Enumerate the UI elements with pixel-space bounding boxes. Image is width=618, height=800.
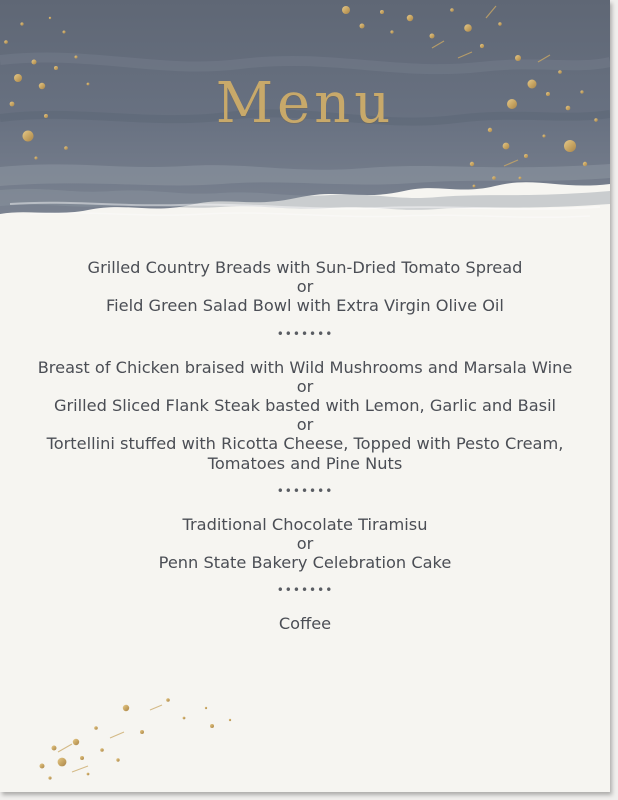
main-course [0, 358, 610, 473]
dessert-item-1: Traditional Chocolate Tiramisu [182, 514, 428, 534]
main-item-2: Grilled Sliced Flank Steak basted with Lemon, Garlic and Basil [53, 396, 557, 416]
beverage-course [0, 614, 610, 633]
menu-list [0, 258, 610, 634]
starter-item-1: Grilled Country Breads with Sun-Dried Tomato Spread [87, 258, 523, 277]
or-label: or [296, 277, 314, 297]
main-item-3: Tortellini stuffed with Ricotta Cheese, Topped with Pesto Cream, Tomatoes and Pine Nuts [46, 434, 564, 473]
dessert-course [0, 515, 610, 573]
course-separator: ••••••• [276, 326, 334, 341]
or-label: or [296, 376, 314, 396]
course-separator: ••••••• [276, 483, 334, 498]
menu-title: Menu [215, 71, 395, 136]
main-item-1: Breast of Chicken braised with Wild Mushrooms and Marsala Wine [37, 357, 573, 377]
dessert-item-2: Penn State Bakery Celebration Cake [158, 553, 452, 573]
course-separator: ••••••• [276, 583, 334, 598]
starter-course [0, 258, 610, 316]
or-label: or [296, 534, 314, 554]
beverage-item-1: Coffee [278, 614, 332, 634]
starter-item-2: Field Green Salad Bowl with Extra Virgin Olive Oil [106, 296, 504, 316]
gold-splatter-bottom-left [0, 690, 260, 792]
or-label: or [296, 415, 314, 435]
